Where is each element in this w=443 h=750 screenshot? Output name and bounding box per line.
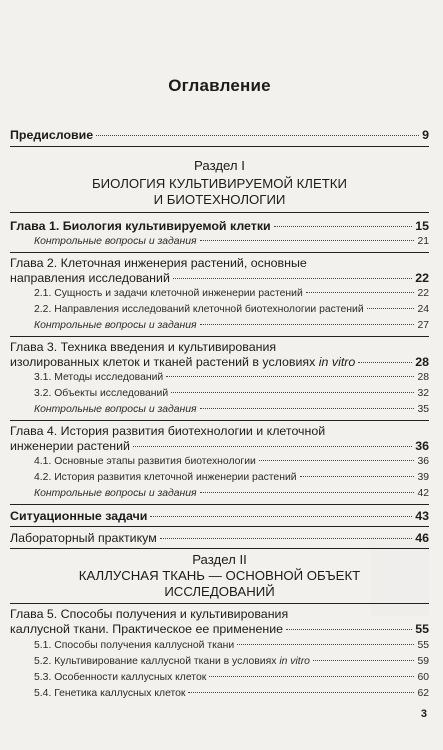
divider [10, 548, 429, 549]
toc-entry-chapter-2-questions[interactable]: Контрольные вопросы и задания 27 [34, 320, 429, 331]
toc-entry-4-1[interactable]: 4.1. Основные этапы развития биотехнологии 36 [34, 456, 429, 467]
page-number: 3 [420, 708, 427, 720]
leader-dots [200, 324, 415, 325]
leader-dots [188, 692, 414, 693]
section-1-label: Раздел I [194, 158, 245, 173]
leader-dots [171, 392, 414, 393]
section-2-title-line2: ИССЛЕДОВАНИЙ [164, 584, 275, 599]
toc-entry-4-2[interactable]: 4.2. История развития клеточной инженерии растений 39 [34, 472, 429, 483]
divider [10, 336, 429, 337]
leader-dots [200, 240, 415, 241]
toc-entry-chapter-2[interactable]: направления исследований 22 [10, 271, 429, 285]
section-1-title-line1: БИОЛОГИЯ КУЛЬТИВИРУЕМОЙ КЛЕТКИ [92, 176, 347, 191]
leader-dots [209, 676, 414, 677]
leader-dots [200, 492, 415, 493]
leader-dots [166, 376, 414, 377]
toc-entry-chapter-4-questions[interactable]: Контрольные вопросы и задания 42 [34, 488, 429, 499]
leader-dots [274, 226, 413, 227]
leader-dots [150, 516, 412, 517]
toc-entry-3-2[interactable]: 3.2. Объекты исследований 32 [34, 388, 429, 399]
divider [10, 252, 429, 253]
chapter-3-title-line1: Глава 3. Техника введения и культивирования [10, 340, 277, 354]
toc-entry-chapter-1[interactable]: Глава 1. Биология культивируемой клетки 15 [10, 219, 429, 233]
toc-entry-lab-practicum[interactable]: Лабораторный практикум 46 [10, 531, 429, 545]
toc-entry-situational-tasks[interactable]: Ситуационные задачи 43 [10, 509, 429, 523]
toc-entry-5-3[interactable]: 5.3. Особенности каллусных клеток 60 [34, 672, 429, 683]
toc-entry-3-1[interactable]: 3.1. Методы исследований 28 [34, 372, 429, 383]
toc-entry-chapter-3-questions[interactable]: Контрольные вопросы и задания 35 [34, 404, 429, 415]
toc-entry-5-2[interactable]: 5.2. Культивирование каллусной ткани в условиях in vitro 59 [34, 656, 429, 667]
leader-dots [306, 292, 415, 293]
leader-dots [358, 362, 412, 363]
page-title: Оглавление [168, 76, 271, 95]
section-2-label: Раздел II [192, 552, 247, 567]
divider [10, 212, 429, 213]
toc-entry-chapter-5[interactable]: каллусной ткани. Практическое ее применение 55 [10, 622, 429, 636]
leader-dots [96, 135, 419, 136]
divider [10, 504, 429, 505]
divider [10, 603, 429, 604]
divider [10, 146, 429, 147]
toc-entry-5-1[interactable]: 5.1. Способы получения каллусной ткани 55 [34, 640, 429, 651]
toc-entry-chapter-3[interactable]: изолированных клеток и тканей растений в условиях in vitro 28 [10, 355, 429, 369]
leader-dots [313, 660, 415, 661]
toc-entry-preface[interactable]: Предисловие 9 [10, 128, 429, 142]
leader-dots [160, 538, 412, 539]
leader-dots [300, 476, 415, 477]
chapter-5-title-line1: Глава 5. Способы получения и культивирования [10, 607, 289, 621]
leader-dots [237, 644, 414, 645]
leader-dots [200, 408, 415, 409]
chapter-2-title-line1: Глава 2. Клеточная инженерия растений, основные [10, 256, 307, 270]
bleed-through-text [248, 40, 429, 160]
chapter-4-title-line1: Глава 4. История развития биотехнологии и клеточной [10, 424, 326, 438]
leader-dots [173, 278, 412, 279]
toc-entry-2-2[interactable]: 2.2. Направления исследований клеточной биотехнологии растений 24 [34, 304, 429, 315]
leader-dots [259, 460, 415, 461]
leader-dots [286, 629, 412, 630]
divider [10, 420, 429, 421]
leader-dots [367, 308, 415, 309]
section-2-title-line1: КАЛЛУСНАЯ ТКАНЬ — ОСНОВНОЙ ОБЪЕКТ [78, 568, 361, 583]
toc-entry-chapter-1-questions[interactable]: Контрольные вопросы и задания 21 [34, 236, 429, 247]
section-1-title-line2: И БИОТЕХНОЛОГИИ [153, 192, 286, 207]
toc-entry-5-4[interactable]: 5.4. Генетика каллусных клеток 62 [34, 688, 429, 699]
leader-dots [133, 446, 412, 447]
divider [10, 526, 429, 527]
toc-entry-chapter-4[interactable]: инженерии растений 36 [10, 439, 429, 453]
toc-entry-2-1[interactable]: 2.1. Сущность и задачи клеточной инженерии растений 22 [34, 288, 429, 299]
